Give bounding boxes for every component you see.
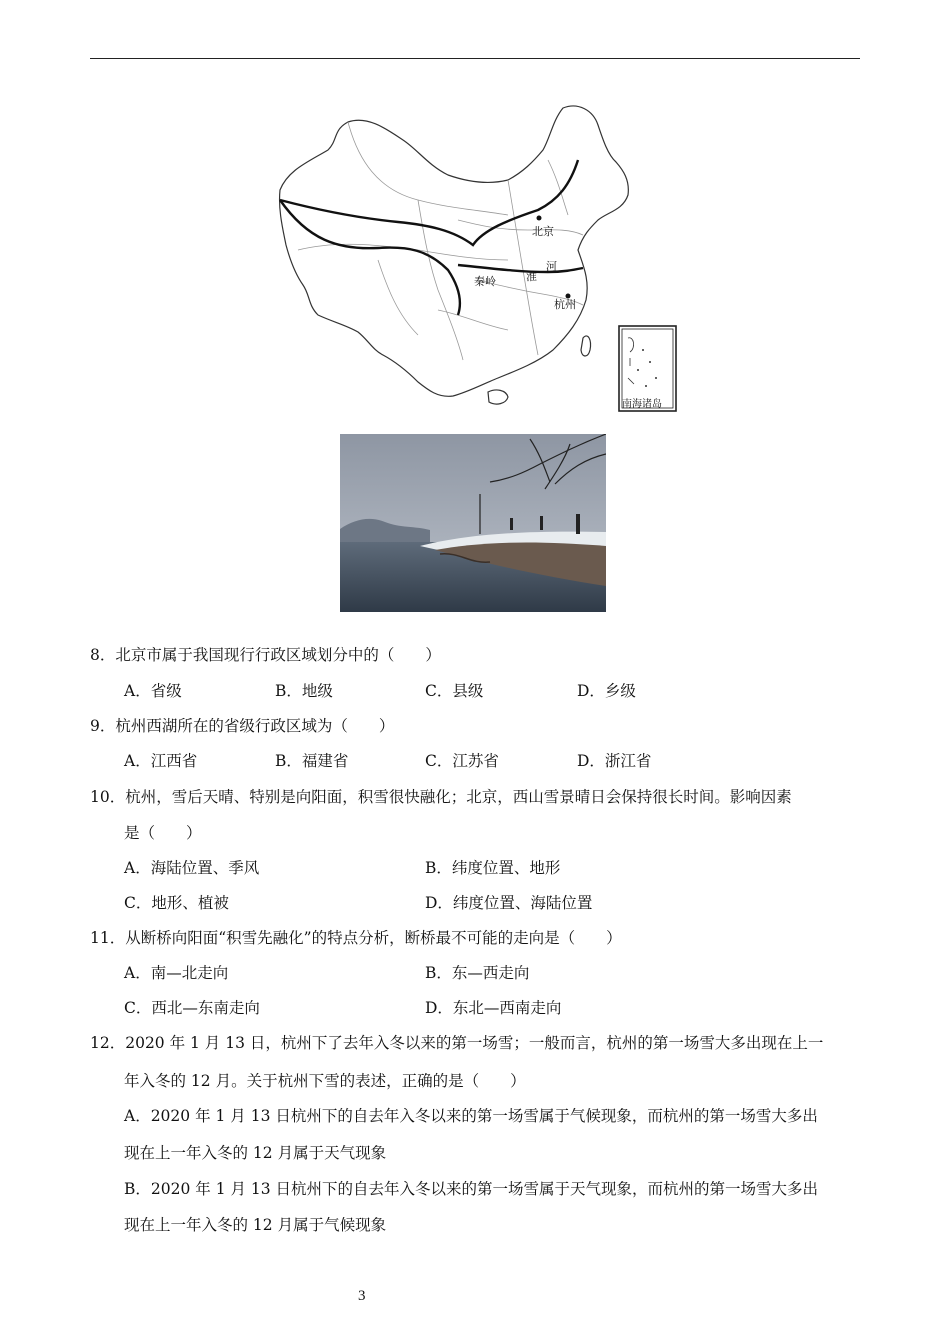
map-label-huai: 淮 xyxy=(526,270,537,283)
inset-label: 南海诸岛 xyxy=(622,399,662,410)
q8-option-b[interactable]: B．地级 xyxy=(275,682,333,700)
q10-option-a[interactable]: A．海陆位置、季风 xyxy=(124,859,260,877)
q10-option-d[interactable]: D．纬度位置、海陆位置 xyxy=(425,894,593,912)
china-map-figure xyxy=(278,100,678,415)
q11-option-c[interactable]: C．西北—东南走向 xyxy=(124,999,260,1017)
header-rule xyxy=(90,58,860,59)
page-number: 3 xyxy=(358,1288,366,1304)
q12-option-a-line2[interactable]: 现在上一年入冬的 12 月属于天气现象 xyxy=(124,1144,387,1162)
south-china-sea-inset xyxy=(619,326,676,411)
question-12-stem-line1: 12．2020 年 1 月 13 日，杭州下了去年入冬以来的第一场雪；一般而言，杭州的第一场雪大多出现在上一 xyxy=(90,1034,824,1052)
q12-option-a-line1[interactable]: A．2020 年 1 月 13 日杭州下的自去年入冬以来的第一场雪属于气候现象，而杭州的第一场雪大多出 xyxy=(124,1107,818,1125)
question-10-stem-line1: 10．杭州，雪后天晴、特别是向阳面，积雪很快融化；北京，西山雪景晴日会保持很长时间。影响因素 xyxy=(90,788,792,806)
q11-option-b[interactable]: B．东—西走向 xyxy=(425,964,530,982)
q8-option-c[interactable]: C．县级 xyxy=(425,682,484,700)
map-label-hangzhou: 杭州 xyxy=(554,298,576,311)
q10-option-c[interactable]: C．地形、植被 xyxy=(124,894,229,912)
question-11-stem: 11．从断桥向阳面“积雪先融化”的特点分析，断桥最不可能的走向是（ ） xyxy=(90,929,622,947)
q11-option-a[interactable]: A．南—北走向 xyxy=(124,964,229,982)
q8-option-a[interactable]: A．省级 xyxy=(124,682,182,700)
map-label-he: 河 xyxy=(546,260,557,273)
q9-option-a[interactable]: A．江西省 xyxy=(124,752,198,770)
china-outline xyxy=(280,106,629,396)
west-lake-bridge-photo xyxy=(340,434,606,612)
q12-option-b-line2[interactable]: 现在上一年入冬的 12 月属于气候现象 xyxy=(124,1216,387,1234)
q10-option-b[interactable]: B．纬度位置、地形 xyxy=(425,859,561,877)
q9-option-d[interactable]: D．浙江省 xyxy=(577,752,652,770)
q11-option-d[interactable]: D．东北—西南走向 xyxy=(425,999,562,1017)
taiwan-outline xyxy=(581,336,591,356)
map-label-qinling: 秦岭 xyxy=(474,275,496,288)
q8-option-d[interactable]: D．乡级 xyxy=(577,682,636,700)
question-10-stem-line2: 是（ ） xyxy=(124,824,202,842)
q12-option-b-line1[interactable]: B．2020 年 1 月 13 日杭州下的自去年入冬以来的第一场雪属于天气现象，而杭州的第一场雪大多出 xyxy=(124,1180,819,1198)
qinling-huai-line xyxy=(458,265,583,272)
q9-option-c[interactable]: C．江苏省 xyxy=(425,752,499,770)
q9-option-b[interactable]: B．福建省 xyxy=(275,752,349,770)
question-12-stem-line2: 年入冬的 12 月。关于杭州下雪的表述，正确的是（ ） xyxy=(124,1072,526,1090)
question-9-stem: 9．杭州西湖所在的省级行政区域为（ ） xyxy=(90,717,395,735)
map-label-beijing: 北京 xyxy=(532,225,554,238)
boundary-line-loop xyxy=(280,200,460,315)
hainan-outline xyxy=(488,390,508,404)
question-8-stem: 8．北京市属于我国现行行政区域划分中的（ ） xyxy=(90,646,441,664)
